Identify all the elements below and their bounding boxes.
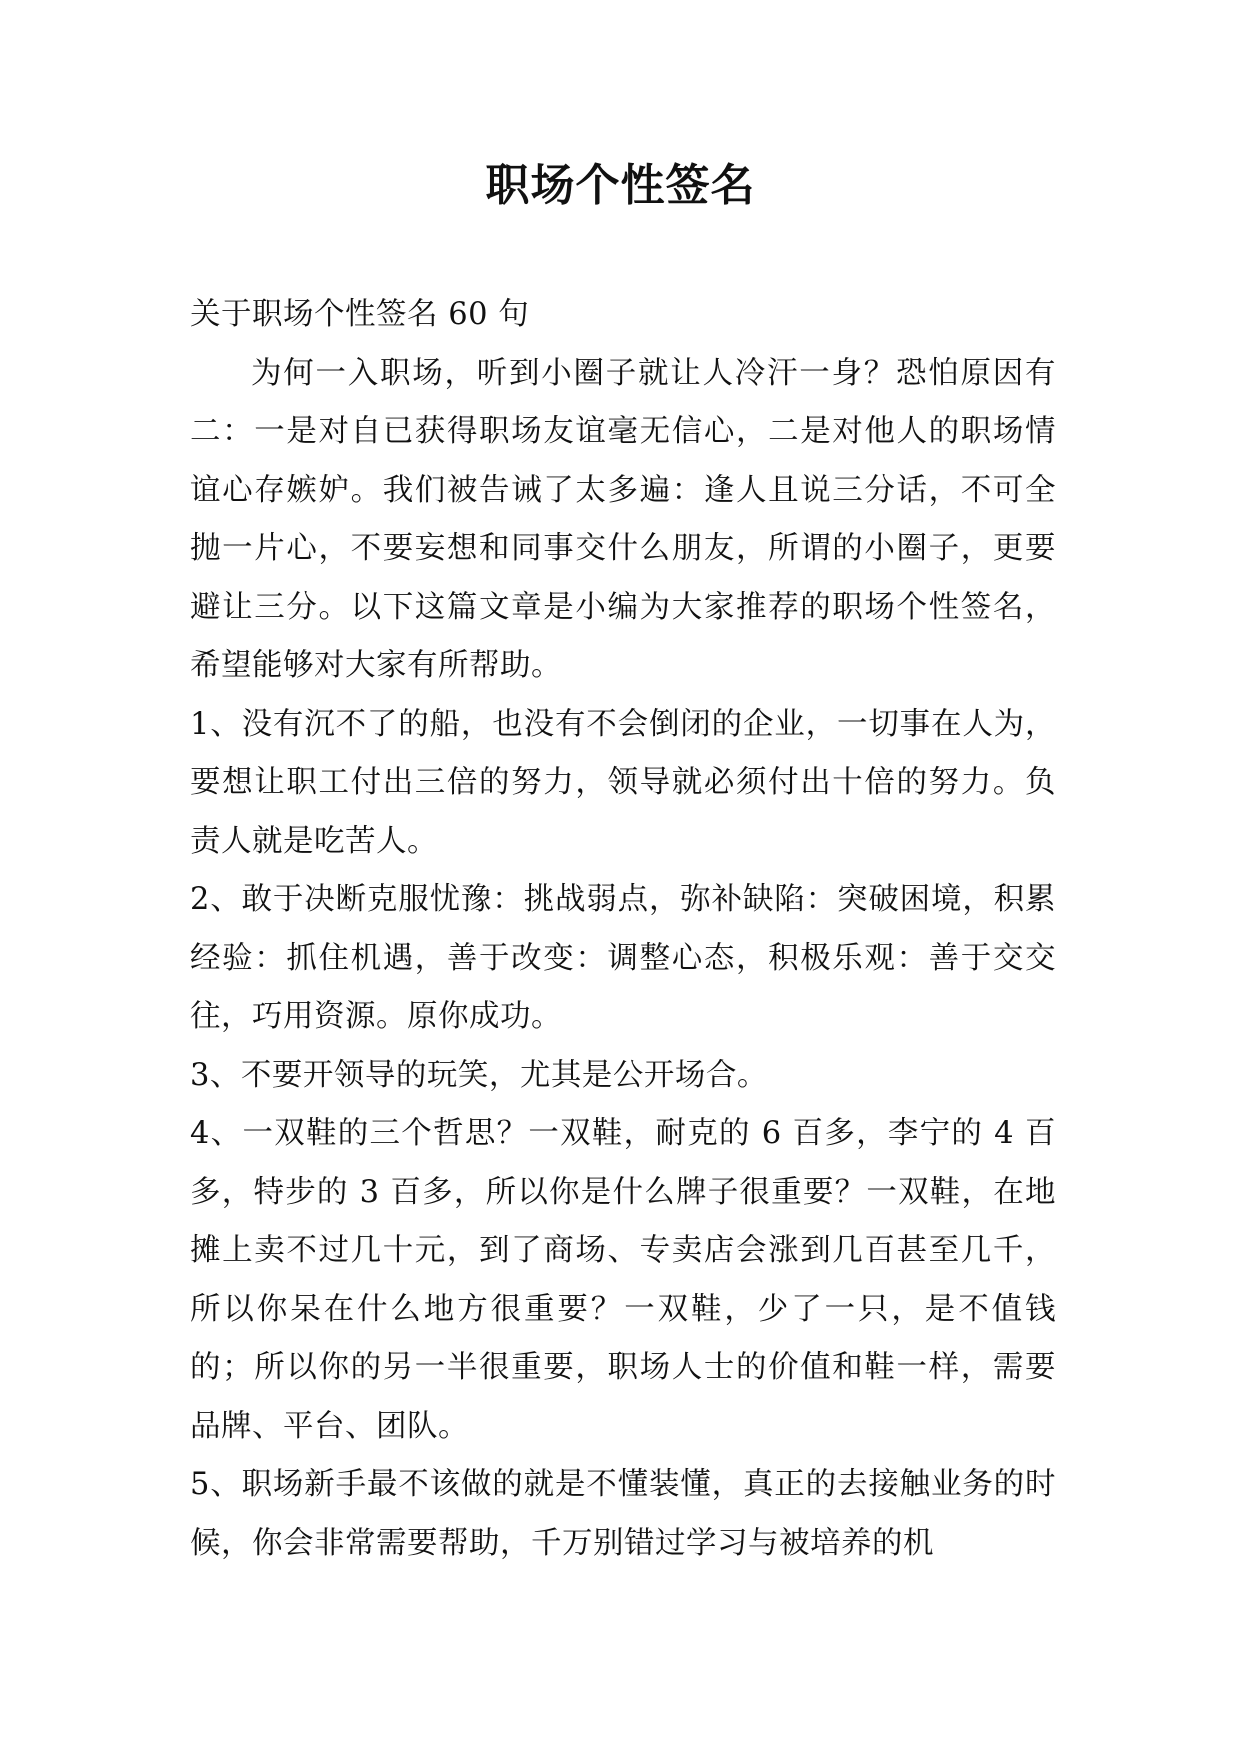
list-item-5: 5、职场新手最不该做的就是不懂装懂，真正的去接触业务的时候，你会非常需要帮助，千万别错过学习与被培养的机	[190, 1467, 1056, 1561]
document-subtitle: 关于职场个性签名 60 句	[190, 297, 530, 332]
document-body	[190, 286, 1056, 1573]
list-item-2: 2、敢于决断克服忧豫：挑战弱点，弥补缺陷：突破困境，积累经验：抓住机遇，善于改变：调整心态，积极乐观：善于交交往，巧用资源。原你成功。	[190, 882, 1056, 1034]
list-item-1: 1、没有沉不了的船，也没有不会倒闭的企业，一切事在人为，要想让职工付出三倍的努力，领导就必须付出十倍的努力。负责人就是吃苦人。	[190, 706, 1056, 859]
list-item-4: 4、一双鞋的三个哲思？一双鞋，耐克的 6 百多，李宁的 4 百多，特步的 3 百多，所以你是什么牌子很重要？一双鞋，在地摊上卖不过几十元，到了商场、专卖店会涨到几百甚至几千，所以你呆在什么地方很重要？一双鞋，少了一只，是不值钱的；所以你的另一半很重要，职场人士的价值和鞋一样，需要品牌、平台、团队。	[190, 1116, 1056, 1444]
list-item-3: 3、不要开领导的玩笑，尤其是公开场合。	[190, 1057, 768, 1093]
document-title: 职场个性签名	[485, 160, 756, 211]
intro-paragraph: 为何一入职场，听到小圈子就让人冷汗一身？恐怕原因有二：一是对自已获得职场友谊毫无信心，二是对他人的职场情谊心存嫉妒。我们被告诫了太多遍：逢人且说三分话，不可全抛一片心，不要妄想和同事交什么朋友，所谓的小圈子，更要避让三分。以下这篇文章是小编为大家推荐的职场个性签名，希望能够对大家有所帮助。	[190, 355, 1056, 683]
